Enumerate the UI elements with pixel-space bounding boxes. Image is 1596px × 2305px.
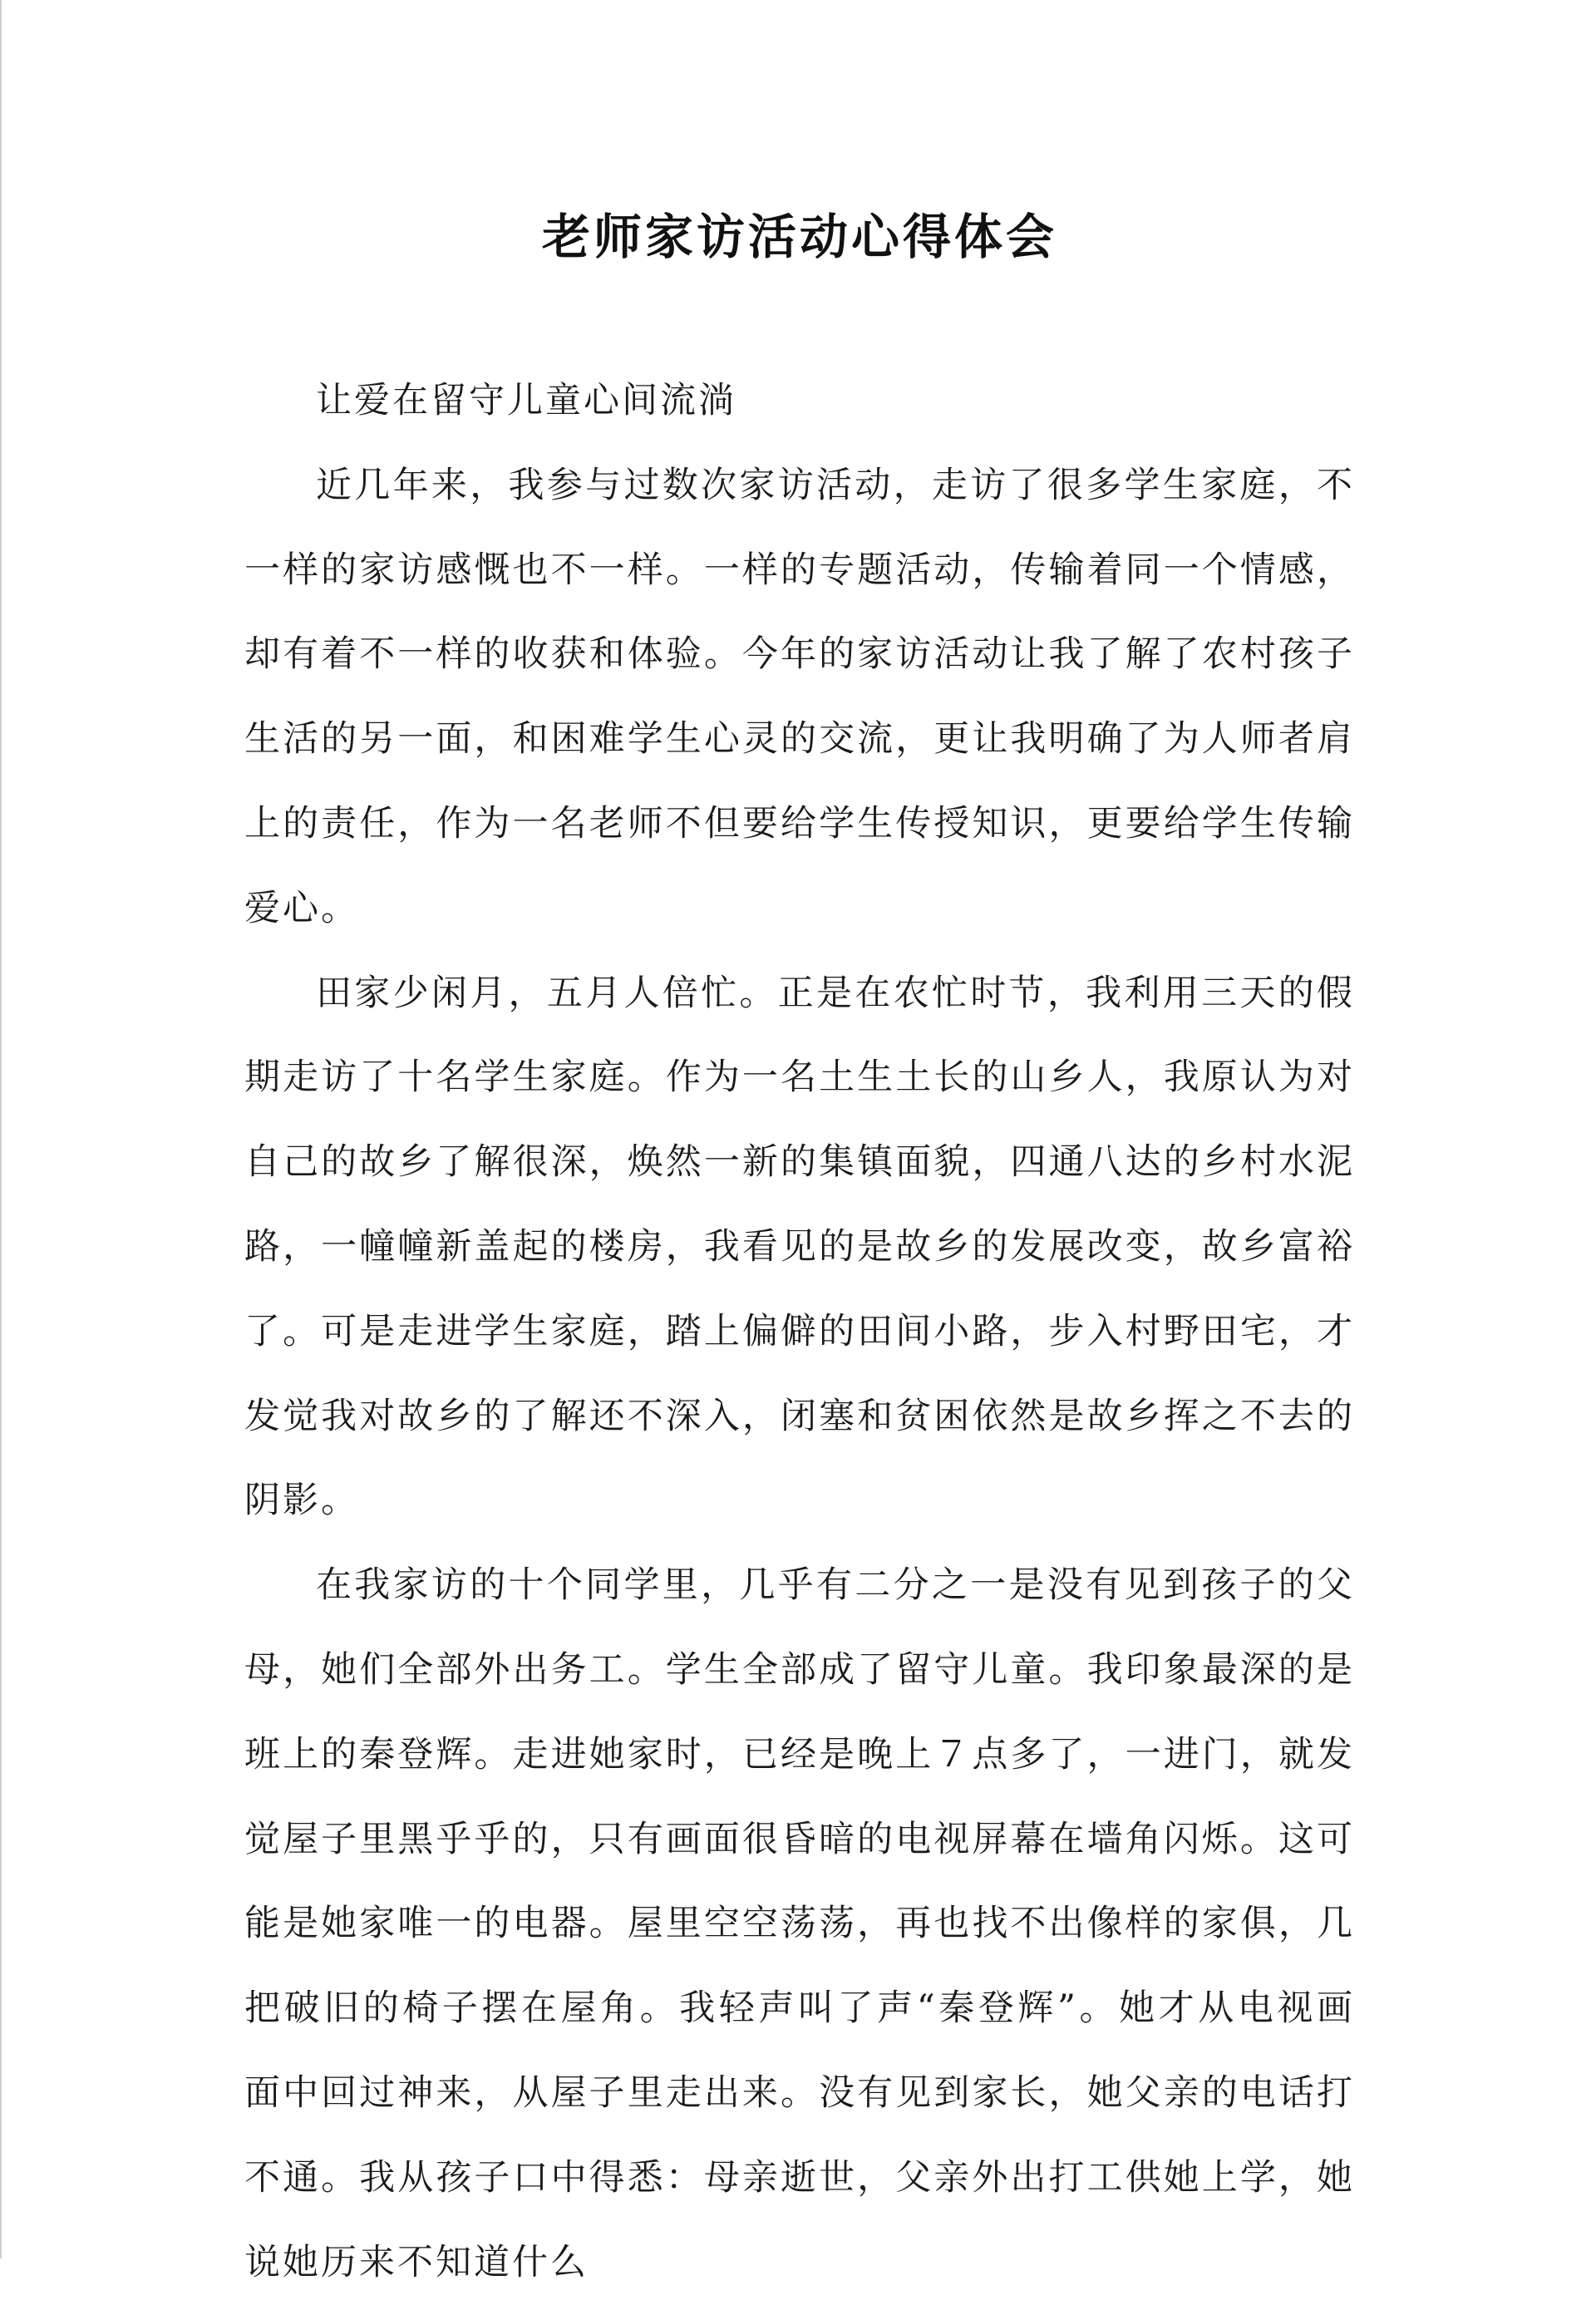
document-title: 老师家访活动心得体会 [541,209,1057,265]
body-paragraph: 田家少闲月，五月人倍忙。正是在农忙时节，我利用三天的假期走访了十名学生家庭。作为一名土生土长的山乡人，我原认为对自己的故乡了解很深，焕然一新的集镇面貌，四通八达的乡村水泥路，一幢幢新盖起的楼房，我看见的是故乡的发展改变，故乡富裕了。可是走进学生家庭，踏上偏僻的田间小路，步入村野田宅，才发觉我对故乡的了解还不深入，闭塞和贫困依然是故乡挥之不去的阴影。 [244,972,1355,1522]
subtitle-paragraph: 让爱在留守儿童心间流淌 [316,380,736,421]
body-paragraph: 在我家访的十个同学里，几乎有二分之一是没有见到孩子的父母，她们全部外出务工。学生全部成了留守儿童。我印象最深的是班上的秦登辉。走进她家时，已经是晚上７点多了，一进门，就发觉屋子里黑乎乎的，只有画面很昏暗的电视屏幕在墙角闪烁。这可能是她家唯一的电器。屋里空空荡荡，再也找不出像样的家俱，几把破旧的椅子摆在屋角。我轻声叫了声“秦登辉”。她才从电视画面中回过神来，从屋子里走出来。没有见到家长，她父亲的电话打不通。我从孩子口中得悉：母亲逝世，父亲外出打工供她上学，她说她历来不知道什么 [244,1564,1355,2283]
body-paragraph: 近几年来，我参与过数次家访活动，走访了很多学生家庭，不一样的家访感慨也不一样。一样的专题活动，传输着同一个情感，却有着不一样的收获和体验。今年的家访活动让我了解了农村孩子生活的另一面，和困难学生心灵的交流，更让我明确了为人师者肩上的责任，作为一名老师不但要给学生传授知识，更要给学生传输爱心。 [244,464,1355,929]
document-body [244,359,1355,2305]
